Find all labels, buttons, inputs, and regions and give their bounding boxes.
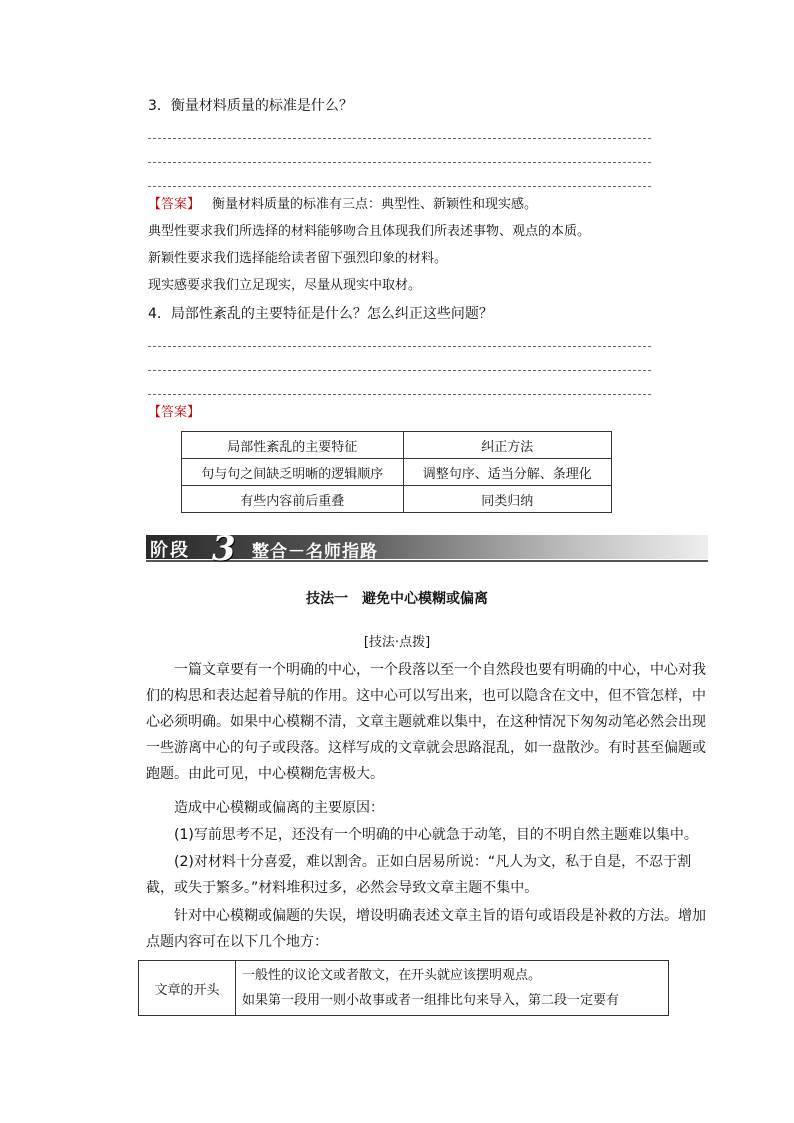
stage-label: 阶段 [150, 540, 190, 561]
table-cell-label: 文章的开头 [139, 961, 236, 1016]
answer-line-blank [148, 346, 651, 347]
question-3: 3．衡量材料质量的标准是什么？ [148, 98, 353, 114]
section-subtitle: [技法·点拨] [363, 635, 431, 650]
answer-line-blank [148, 138, 651, 139]
answer-line-blank [148, 162, 651, 163]
stage-number: 3 [212, 529, 236, 569]
answer-text: 典型性要求我们所选择的材料能够吻合且体现我们所表述事物、观点的本质。 [148, 224, 591, 239]
answer-line-blank [148, 186, 651, 187]
table-cell: 同类归纳 [403, 486, 612, 513]
section-title: 技法一 避免中心模糊或偏离 [306, 591, 488, 607]
answer-line-blank [148, 394, 651, 395]
table-cell: 一般性的议论文或者散文，在开头就应该摆明观点。 如果第一段用一则小故事或者一组排比句来导入，第二段一定要有 [236, 961, 669, 1016]
question-4: 4．局部性紊乱的主要特征是什么？怎么纠正这些问题？ [148, 306, 493, 322]
table-row [182, 486, 612, 513]
stage-banner [146, 529, 708, 569]
table-row [182, 459, 612, 486]
answer-tag: 【答案】 [148, 197, 201, 212]
features-table [181, 431, 612, 513]
answer-3 [148, 196, 537, 214]
answer-text: 衡量材料质量的标准有三点：典型性、新颖性和现实感。 [212, 197, 538, 212]
table-cell: 有些内容前后重叠 [182, 486, 404, 513]
answer-text: 新颖性要求我们选择能给读者留下强烈印象的材料。 [148, 251, 448, 266]
answer-tag: 【答案】 [148, 405, 201, 420]
table-cell: 句与句之间缺乏明晰的逻辑顺序 [182, 459, 404, 486]
answer-line-blank [148, 370, 651, 371]
table-row [139, 961, 669, 1016]
stage-title: 整合－名师指路 [252, 542, 378, 562]
table-header: 纠正方法 [403, 432, 612, 459]
paragraph: (2)对材料十分喜爱，难以割舍。正如白居易所说：“凡人为文，私于自是，不忍于割 截，或失于繁多。”材料堆积过多，必然会导致文章主题不集中。 [146, 854, 692, 896]
paragraph: 针对中心模糊或偏题的失误，增设明确表述文章主旨的语句或语段是补救的方法。增加 点题内容可在以下几个地方： [146, 908, 706, 950]
paragraph: 造成中心模糊或偏离的主要原因： [174, 800, 384, 816]
paragraph: 一篇文章要有一个明确的中心，一个段落以至一个自然段也要有明确的中心，中心对我 们的构思和表达起着导航的作用。这中心可以写出来，也可以隐含在文中，但不管怎样，中 心必须明确。如果中心模糊不清，文章主题就难以集中，在这种情况下匆匆动笔必然会出现 一些游离中心的句子或段落。这样写成的文章就会思路混乱，如一盘散沙。有时甚至偏题或 跑题。由此可见，中心模糊危害极大。 [146, 662, 706, 782]
table-cell: 调整句序、适当分解、条理化 [403, 459, 612, 486]
table-row [182, 432, 612, 459]
answer-text: 现实感要求我们立足现实，尽量从现实中取材。 [148, 278, 422, 293]
placement-table [138, 960, 669, 1016]
paragraph: (1)写前思考不足，还没有一个明确的中心就急于动笔，目的不明自然主题难以集中。 [174, 827, 698, 843]
table-header: 局部性紊乱的主要特征 [182, 432, 404, 459]
